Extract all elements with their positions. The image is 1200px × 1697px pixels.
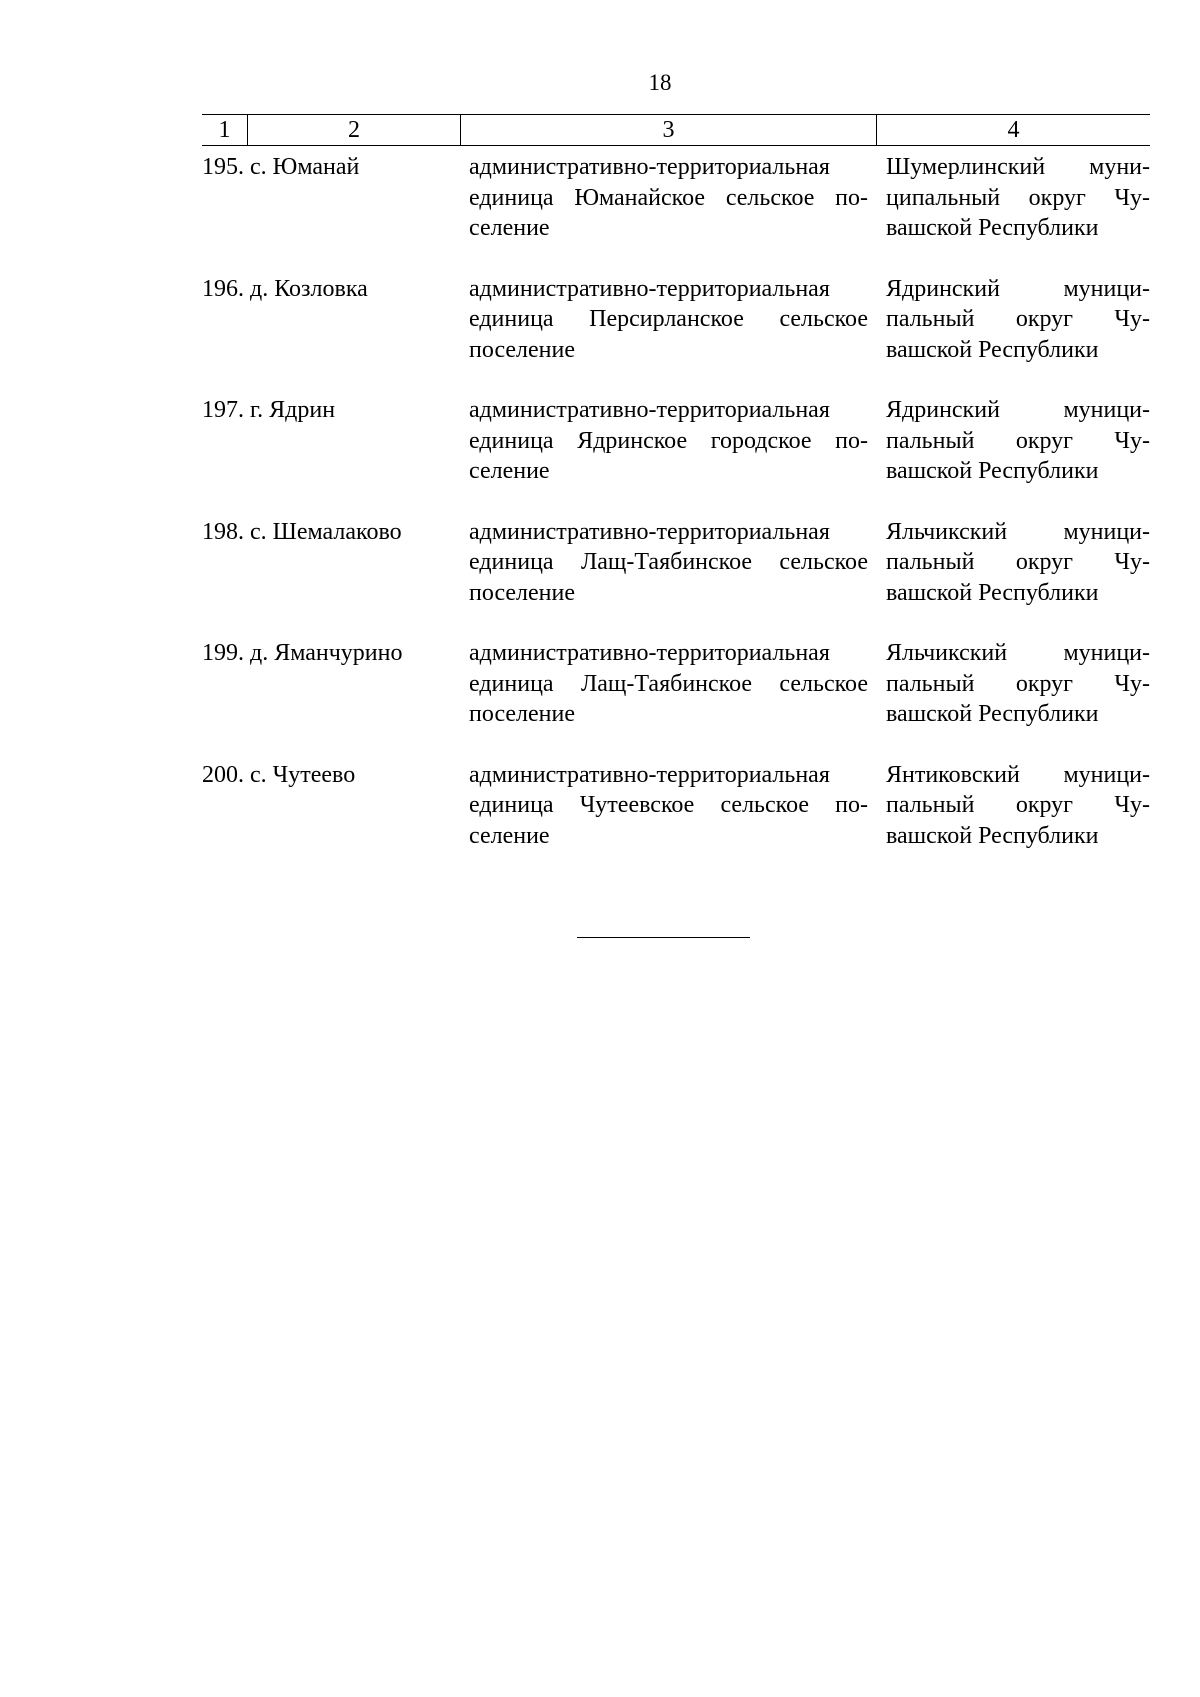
- table-row: [202, 152, 1150, 274]
- district-line: вашской Республики: [886, 822, 1099, 849]
- table-body: [202, 152, 1150, 881]
- settlement-name: 200. с. Чутеево: [202, 761, 356, 788]
- description-line: единица Лащ-Таябинское сельское: [469, 670, 868, 697]
- table-row: [202, 274, 1150, 396]
- admin-unit-description: [469, 517, 868, 609]
- district-line: Яльчикский муници-: [886, 518, 1150, 545]
- description-line: административно-территориальная: [469, 397, 830, 423]
- description-line: единица Ядринское городское по-: [469, 427, 868, 454]
- description-line: административно-территориальная: [469, 518, 830, 545]
- description-line: селение: [469, 822, 550, 849]
- district-line: вашской Республики: [886, 215, 1099, 241]
- admin-unit-description: [469, 760, 868, 852]
- table-header: [202, 114, 1150, 146]
- description-line: единица Персирланское сельское: [469, 306, 868, 332]
- district-line: пальный округ Чу-: [886, 427, 1150, 454]
- district-line: Яльчикский муници-: [886, 640, 1150, 666]
- header-cell-3: 3: [461, 115, 877, 145]
- municipal-district: [886, 395, 1150, 487]
- header-cell-4: 4: [1007, 117, 1020, 143]
- district-line: пальный округ Чу-: [886, 670, 1150, 697]
- municipal-district: [886, 274, 1150, 366]
- description-line: поселение: [469, 579, 576, 606]
- district-line: вашской Республики: [886, 579, 1099, 606]
- table-row: [202, 395, 1150, 517]
- settlement-name: 196. д. Козловка: [202, 275, 368, 302]
- admin-unit-description: [469, 638, 868, 730]
- district-line: вашской Республики: [886, 336, 1099, 363]
- description-line: административно-территориальная: [469, 154, 830, 180]
- admin-unit-description: [469, 152, 868, 244]
- description-line: поселение: [469, 701, 576, 727]
- description-line: административно-территориальная: [469, 275, 830, 302]
- district-line: вашской Республики: [886, 458, 1099, 484]
- description-line: единица Чутеевское сельское по-: [469, 792, 868, 818]
- page-number: 18: [648, 70, 672, 95]
- district-line: пальный округ Чу-: [886, 792, 1150, 818]
- table-row: [202, 760, 1150, 882]
- municipal-district: [886, 638, 1150, 730]
- description-line: административно-территориальная: [469, 640, 830, 666]
- table-row: [202, 638, 1150, 760]
- district-line: пальный округ Чу-: [886, 549, 1150, 575]
- settlement-name: 195. с. Юманай: [202, 154, 360, 180]
- header-cell-2: 2: [248, 115, 461, 145]
- municipal-district: [886, 517, 1150, 609]
- description-line: административно-территориальная: [469, 761, 830, 788]
- district-line: Ядринский муници-: [886, 397, 1150, 423]
- settlement-name: 197. г. Ядрин: [202, 397, 336, 423]
- district-line: ципальный округ Чу-: [886, 184, 1150, 211]
- settlement-name: 198. с. Шемалаково: [202, 518, 402, 545]
- district-line: вашской Республики: [886, 701, 1099, 727]
- admin-unit-description: [469, 274, 868, 366]
- description-line: единица Юманайское сельское по-: [469, 184, 868, 211]
- table-row: [202, 517, 1150, 639]
- settlement-name: 199. д. Яманчурино: [202, 640, 403, 666]
- municipal-district: [886, 760, 1150, 852]
- description-line: единица Лащ-Таябинское сельское: [469, 549, 868, 575]
- district-line: пальный округ Чу-: [886, 306, 1150, 332]
- municipal-district: [886, 152, 1150, 244]
- district-line: Шумерлинский муни-: [886, 154, 1150, 180]
- description-line: поселение: [469, 336, 576, 363]
- end-of-document-rule: [577, 937, 750, 938]
- district-line: Ядринский муници-: [886, 275, 1150, 302]
- header-cell-1: 1: [202, 115, 248, 145]
- description-line: селение: [469, 215, 550, 241]
- description-line: селение: [469, 458, 550, 484]
- admin-unit-description: [469, 395, 868, 487]
- district-line: Янтиковский муници-: [886, 761, 1150, 788]
